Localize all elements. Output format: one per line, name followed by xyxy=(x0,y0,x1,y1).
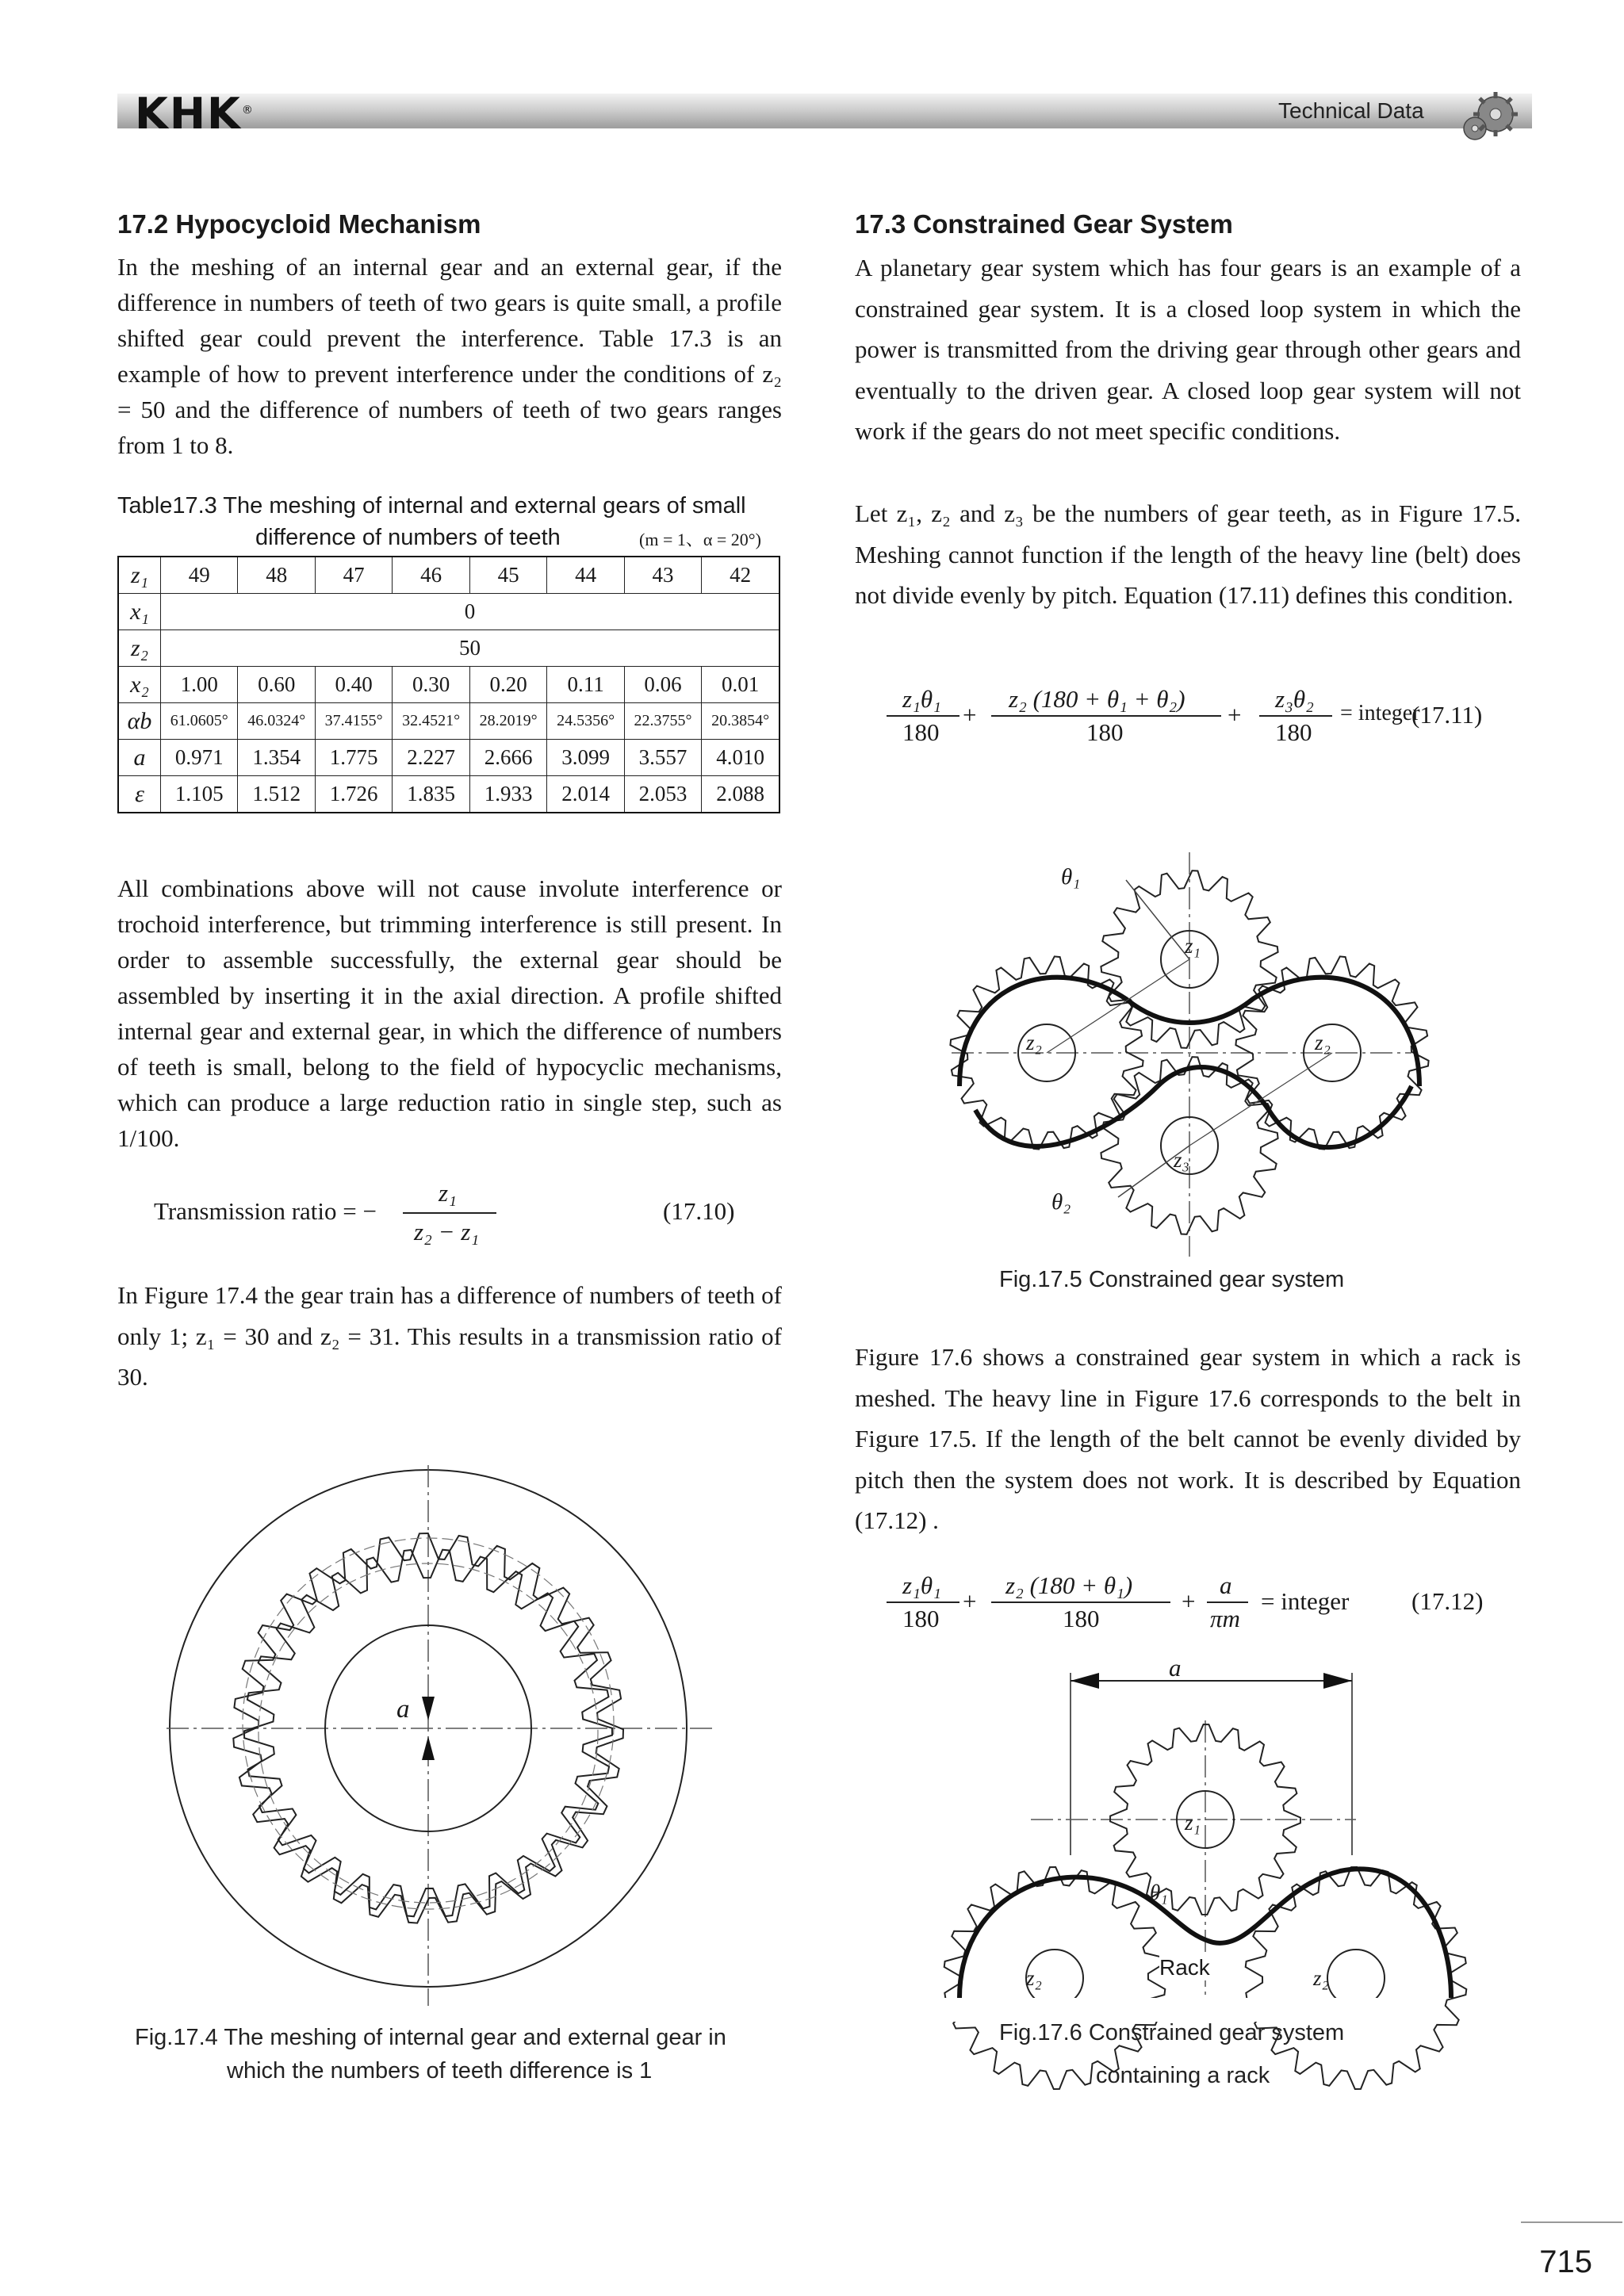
table-row xyxy=(118,594,779,630)
table-cell: 1.105 xyxy=(161,776,238,813)
table-cell: 4.010 xyxy=(702,740,779,776)
table-cell: 47 xyxy=(315,557,392,594)
paragraph-combinations: All combinations above will not cause involute interference or trochoid interference, but trimming interference is still present. In order to assemble successfully, the external gear should be assembled by inserting it in the axial direction. A profile shifted internal gear and external gear, in which the difference of numbers of teeth is small, belong to the field of hypocyclic mechanisms, which can produce a large reduction ratio in single step, such as 1/100. xyxy=(117,874,782,1152)
fraction-bar xyxy=(991,1601,1170,1603)
arrow-up-icon xyxy=(422,1736,435,1760)
table-cell: 45 xyxy=(469,557,546,594)
eq1-rhs: = integer xyxy=(1340,701,1420,725)
equation-number: (17.10) xyxy=(663,1197,735,1225)
section-title-17-3: 17.3 Constrained Gear System xyxy=(855,209,1233,239)
eq2-number: (17.12) xyxy=(1411,1587,1484,1615)
fraction-bar xyxy=(403,1212,496,1214)
khk-logo: KHK® xyxy=(135,89,255,139)
fig6-label-a: a xyxy=(1169,1654,1182,1682)
arrow-down-icon xyxy=(422,1697,435,1720)
row-symbol: a xyxy=(118,740,161,776)
arrow-left-icon xyxy=(1071,1673,1099,1689)
header-title: Technical Data xyxy=(1278,98,1424,123)
figure-17-6-caption-line2: containing a rack xyxy=(1096,2063,1270,2088)
arrow-right-icon xyxy=(1323,1673,1352,1689)
table-cell: 46 xyxy=(393,557,469,594)
table-cell: 43 xyxy=(624,557,701,594)
table-cell: 1.933 xyxy=(469,776,546,813)
table-cell: 0.30 xyxy=(393,667,469,703)
table-cell: 0.20 xyxy=(469,667,546,703)
table-cell-merged: 0 xyxy=(161,594,780,630)
fig5-label-z3: z₃ xyxy=(1174,1148,1189,1172)
table-cell: 1.835 xyxy=(393,776,469,813)
table-cell: 1.354 xyxy=(238,740,315,776)
table-cell: 32.4521° xyxy=(393,703,469,740)
fig6-label-rack: Rack xyxy=(1159,1955,1210,1980)
internal-gear-figure xyxy=(159,1459,745,2014)
eq2-term2-denominator: 180 xyxy=(1063,1605,1100,1632)
table-cell: 24.5356° xyxy=(547,703,624,740)
table-cell: 1.00 xyxy=(161,667,238,703)
table-cell: 2.666 xyxy=(469,740,546,776)
eq2-term1-numerator: z₁θ₁ xyxy=(902,1571,941,1599)
table-cell: 2.227 xyxy=(393,740,469,776)
fig6-label-z2-left: z₂ xyxy=(1026,1966,1042,1990)
figure-17-4-caption-line2: which the numbers of teeth difference is 1 xyxy=(227,2058,653,2084)
fraction-bar xyxy=(991,715,1221,717)
figure-17-6-caption-line1: Fig.17.6 Constrained gear system xyxy=(999,2020,1345,2045)
section-title-17-2: 17.2 Hypocycloid Mechanism xyxy=(117,209,481,239)
center-link xyxy=(1047,959,1189,1053)
fig5-label-theta1: θ₁ xyxy=(1061,864,1081,890)
eq1-term1-denominator: 180 xyxy=(902,718,940,746)
equation-label: Transmission ratio = − xyxy=(154,1197,377,1225)
table-cell: 2.053 xyxy=(624,776,701,813)
row-symbol: z₂ xyxy=(118,630,161,667)
table-cell: 0.11 xyxy=(547,667,624,703)
table-cell: 0.40 xyxy=(315,667,392,703)
page-number: 715 xyxy=(1539,2244,1592,2279)
constrained-gear-figure xyxy=(936,848,1427,1261)
figure-crop-mask xyxy=(944,1998,1435,2022)
paragraph-hypocycloid-intro: In the meshing of an internal gear and an external gear, if the difference in numbers of teeth of two gears is quite small, a profile shifted gear could prevent the interference. Table 17.3 is an example of how to prevent interference under the conditions of z₂ = 50 and the difference of numbers of teeth of two gears ranges from 1 to 8. xyxy=(117,253,782,459)
table-cell: 1.512 xyxy=(238,776,315,813)
eq2-term1-denominator: 180 xyxy=(902,1605,940,1632)
table-cell: 3.557 xyxy=(624,740,701,776)
fig5-label-theta2: θ₂ xyxy=(1051,1189,1071,1215)
eq2-term3-numerator: a xyxy=(1220,1571,1232,1599)
table-cell: 42 xyxy=(702,557,779,594)
gear-logo-icon xyxy=(1457,84,1522,147)
figure-label-a: a xyxy=(396,1695,410,1724)
belt-heavy-line-lower xyxy=(975,1067,1411,1147)
table-condition: (m = 1、α = 20°) xyxy=(639,530,761,549)
fig5-label-z2-right: z₂ xyxy=(1315,1031,1331,1054)
eq1-term3-numerator: z₃θ₂ xyxy=(1275,685,1314,713)
paragraph-constrained-condition: Let z₁, z₂ and z₃ be the numbers of gear teeth, as in Figure 17.5. Meshing cannot function if the length of the heavy line (belt) does not divide evenly by pitch. Equation (17.11) defines this condition. xyxy=(855,499,1521,609)
table-cell: 2.088 xyxy=(702,776,779,813)
eq1-term2-numerator: z₂ (180 + θ₁ + θ₂) xyxy=(1009,685,1185,713)
table-caption-line1: Table17.3 The meshing of internal and external gears of small xyxy=(117,493,746,519)
paragraph-constrained-intro: A planetary gear system which has four gears is an example of a constrained gear system. It is a closed loop system in which the power is transmitted from the driving gear through other gears and eventually to the driven gear. A closed loop gear system will not work if the gears do not meet specific conditions. xyxy=(855,254,1521,445)
fig5-label-z1: z₁ xyxy=(1185,934,1201,958)
equation-denominator: z₂ − z₁ xyxy=(414,1218,480,1246)
paragraph-figure-17-4: In Figure 17.4 the gear train has a difference of numbers of teeth of only 1; z₁ = 30 and z₂ = 31. This results in a transmission ratio of 30. xyxy=(117,1281,782,1391)
eq2-rhs: = integer xyxy=(1261,1587,1350,1615)
eq1-number: (17.11) xyxy=(1411,701,1483,729)
table-cell: 20.3854° xyxy=(702,703,779,740)
fig6-label-theta1: θ₁ xyxy=(1150,1881,1168,1904)
table-cell: 1.726 xyxy=(315,776,392,813)
equation-numerator: z₁ xyxy=(439,1179,457,1207)
table-cell: 22.3755° xyxy=(624,703,701,740)
table-cell: 44 xyxy=(547,557,624,594)
fraction-bar xyxy=(1207,1601,1248,1603)
table-cell: 1.775 xyxy=(315,740,392,776)
table-row xyxy=(118,557,779,594)
gear-data-table xyxy=(117,556,780,813)
fig6-label-z1: z₁ xyxy=(1185,1811,1201,1835)
table-cell: 28.2019° xyxy=(469,703,546,740)
table-cell: 0.971 xyxy=(161,740,238,776)
figure-17-5-caption: Fig.17.5 Constrained gear system xyxy=(999,1267,1345,1292)
eq1-term3-denominator: 180 xyxy=(1275,718,1312,746)
eq2-term2-numerator: z₂ (180 + θ₁) xyxy=(1005,1571,1133,1599)
plus-sign: + xyxy=(963,701,977,729)
plus-sign: + xyxy=(963,1587,977,1615)
row-symbol: αb xyxy=(118,703,161,740)
eq1-term1-numerator: z₁θ₁ xyxy=(902,685,941,713)
row-symbol: x₁ xyxy=(118,594,161,630)
table-cell: 0.06 xyxy=(624,667,701,703)
row-symbol: ε xyxy=(118,776,161,813)
table-cell: 0.01 xyxy=(702,667,779,703)
right-gear-teeth xyxy=(1246,1867,1467,2089)
table-cell: 48 xyxy=(238,557,315,594)
eq1-term2-denominator: 180 xyxy=(1086,718,1124,746)
table-row xyxy=(118,740,779,776)
fig6-label-z2-right: z₂ xyxy=(1313,1966,1329,1990)
left-gear-teeth xyxy=(944,1867,1166,2089)
table-cell: 0.60 xyxy=(238,667,315,703)
fig5-label-z2-left: z₂ xyxy=(1026,1031,1042,1054)
eq2-term3-denominator: πm xyxy=(1210,1605,1240,1632)
table-row xyxy=(118,776,779,813)
fraction-bar xyxy=(887,1601,959,1603)
table-row xyxy=(118,703,779,740)
paragraph-rack-system: Figure 17.6 shows a constrained gear system in which a rack is meshed. The heavy line in Figure 17.6 corresponds to the belt in Figure 17.5. If the length of the belt cannot be evenly divided by pitch then the system does not work. It is described by Equation (17.12) . xyxy=(855,1343,1521,1534)
table-cell: 3.099 xyxy=(547,740,624,776)
fraction-bar xyxy=(887,715,959,717)
table-cell: 46.0324° xyxy=(238,703,315,740)
table-cell: 61.0605° xyxy=(161,703,238,740)
theta1-leader xyxy=(1126,880,1189,959)
plus-sign: + xyxy=(1182,1587,1196,1615)
table-row xyxy=(118,667,779,703)
footer-rule xyxy=(1521,2221,1622,2223)
fraction-bar xyxy=(1259,715,1332,717)
table-cell-merged: 50 xyxy=(161,630,780,667)
plus-sign: + xyxy=(1228,701,1242,729)
table-cell: 49 xyxy=(161,557,238,594)
table-cell: 37.4155° xyxy=(315,703,392,740)
table-row xyxy=(118,630,779,667)
table-caption-line2: difference of numbers of teeth xyxy=(255,525,561,550)
row-symbol: z₁ xyxy=(118,557,161,594)
figure-17-4-caption-line1: Fig.17.4 The meshing of internal gear and external gear in xyxy=(135,2025,726,2050)
table-cell: 2.014 xyxy=(547,776,624,813)
row-symbol: x₂ xyxy=(118,667,161,703)
